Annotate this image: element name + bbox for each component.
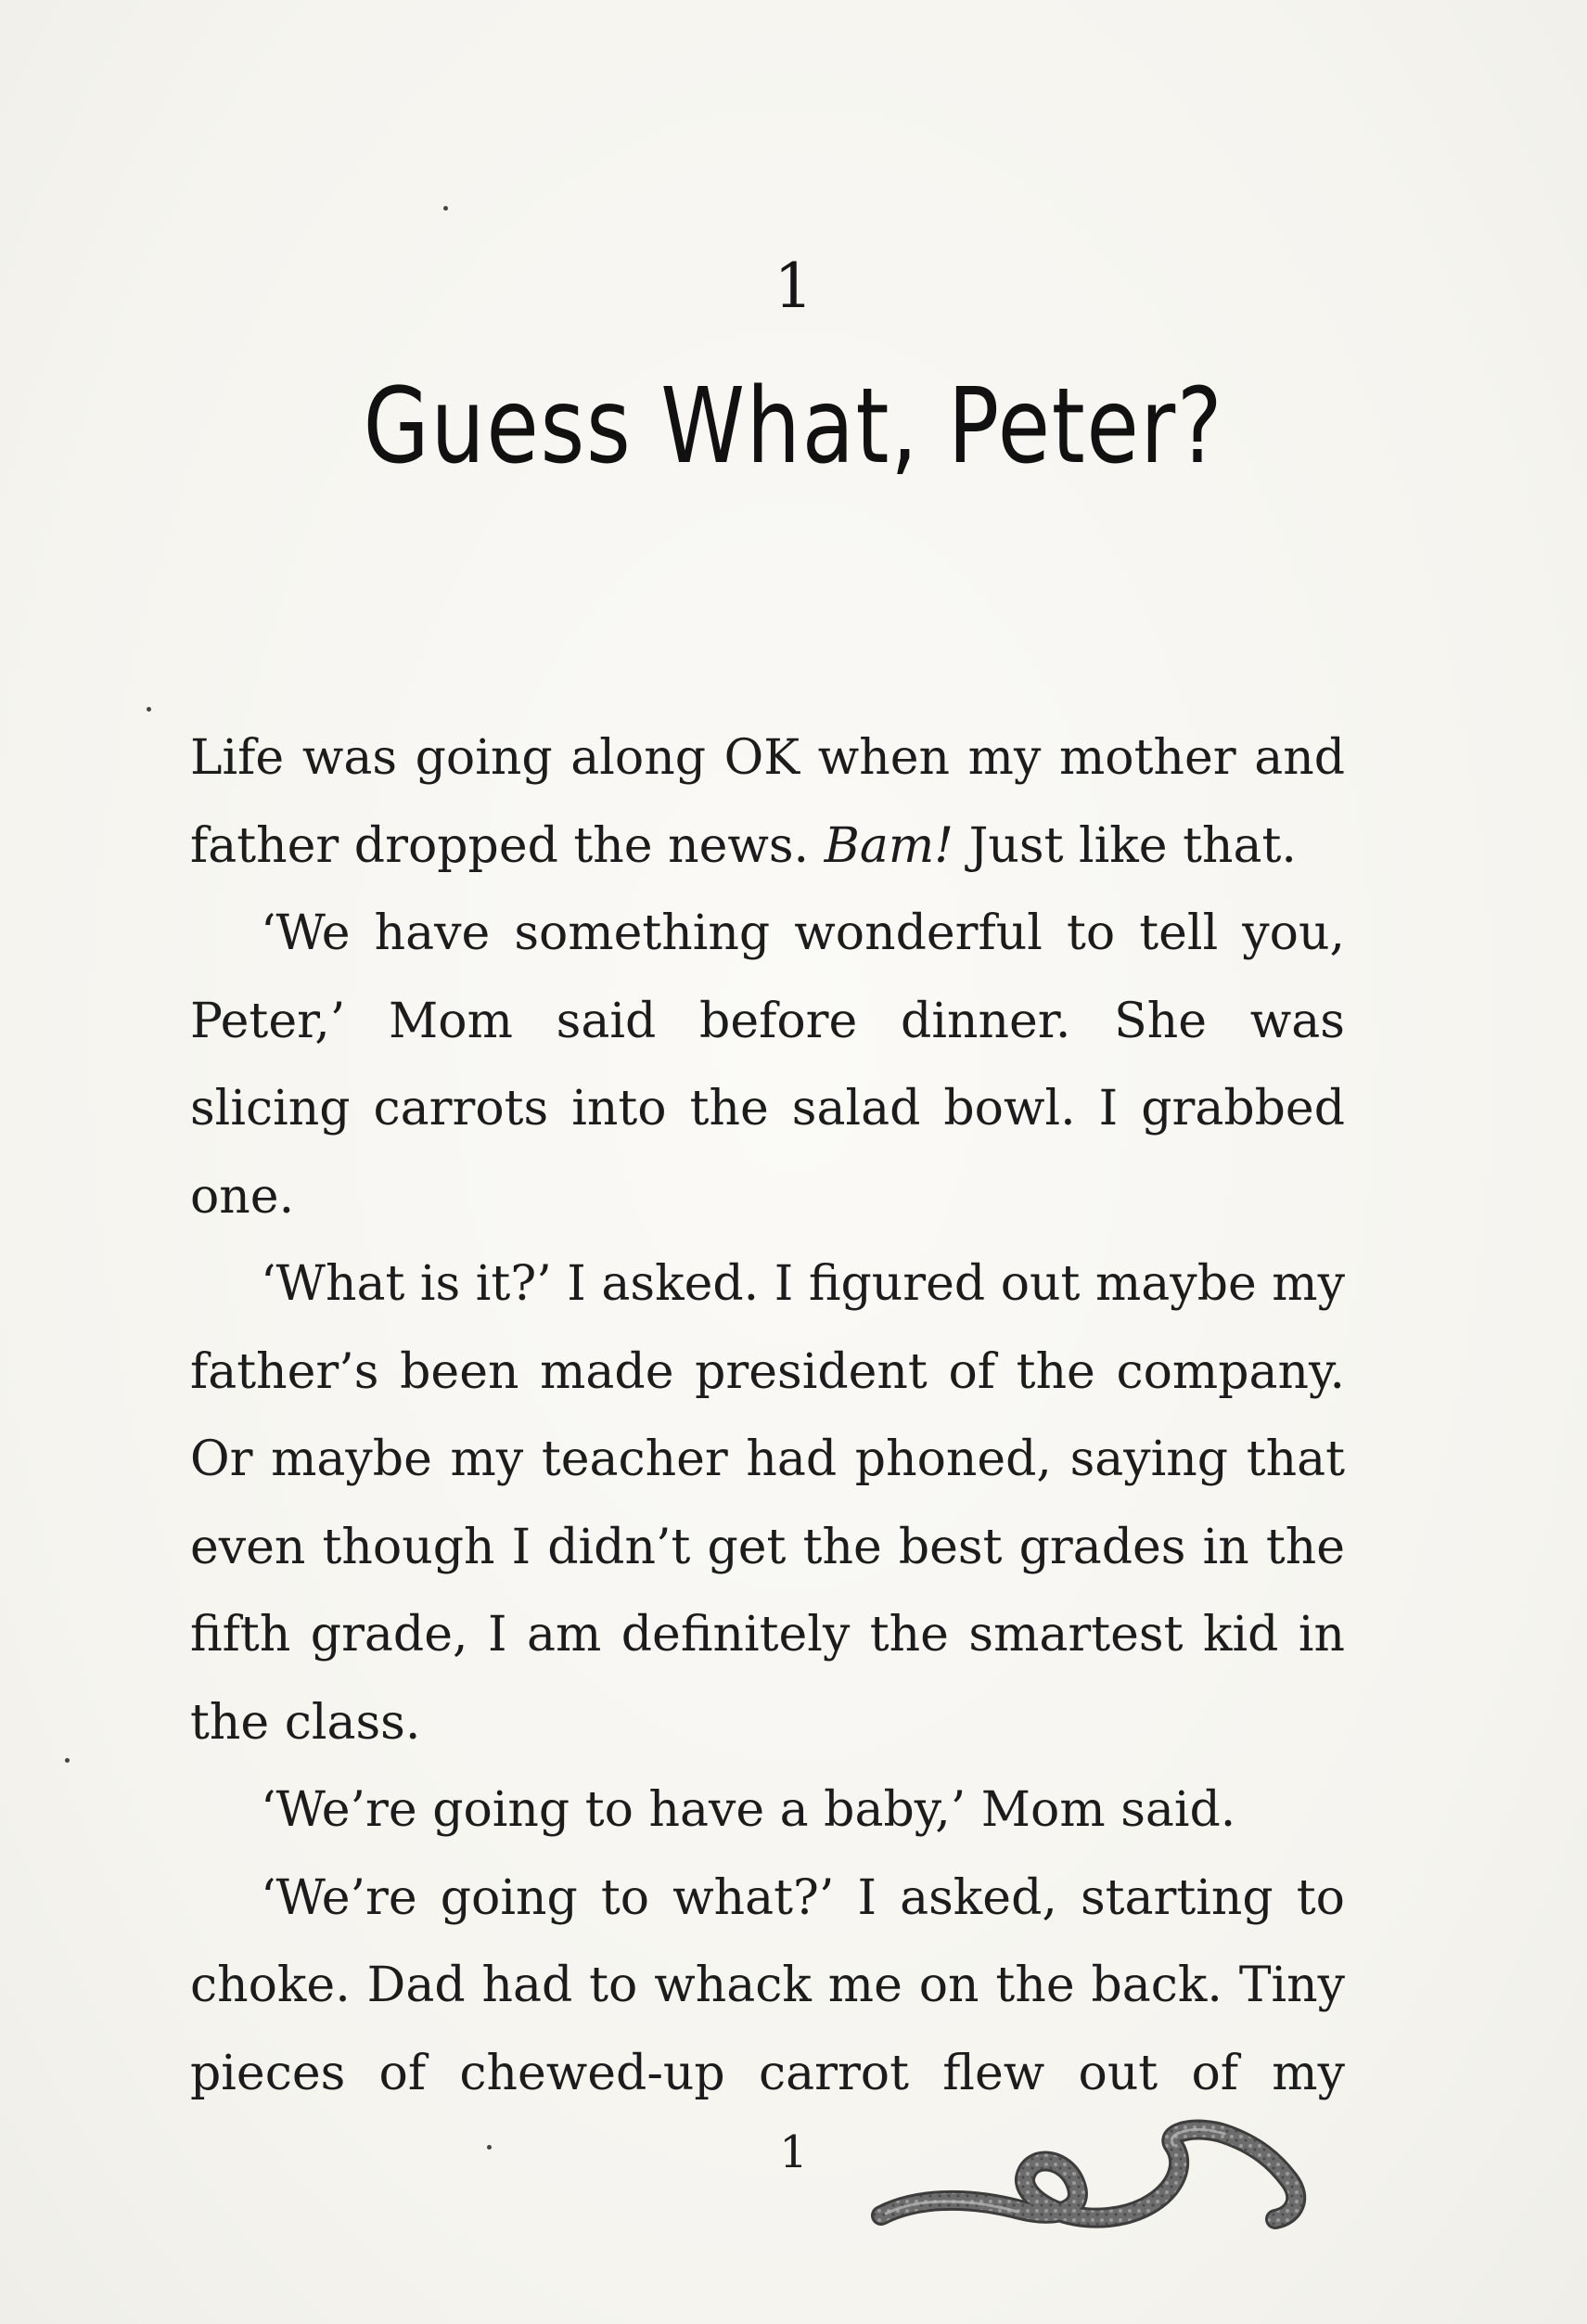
ink-speck <box>487 2145 492 2150</box>
page-number: 1 <box>779 2126 808 2178</box>
paragraph-text: Life was going along OK when my mother and father dropped the news. <box>190 730 1345 874</box>
chapter-number: 1 <box>774 250 813 322</box>
paragraph-text: ‘We have something wonderful to tell you, Peter,’ Mom said before dinner. She was slicing carrots into the salad bowl. I grabbed one. <box>190 905 1345 1225</box>
paragraph-text: ‘We’re going to have a baby,’ Mom said. <box>261 1782 1236 1838</box>
emphasis-text: Bam! <box>824 817 954 874</box>
chapter-title: Guess What, Peter? <box>363 366 1224 487</box>
paragraph <box>190 1240 1345 1766</box>
paragraph <box>190 1855 1345 2118</box>
ink-speck <box>65 1758 70 1763</box>
paragraph <box>190 1766 1345 1855</box>
chapter-body <box>190 714 1345 2117</box>
paragraph-text: ‘What is it?’ I asked. I figured out maybe my father’s been made president of the company. Or maybe my teacher had phoned, saying that even though I didn’t get the best grades in the fifth grade, I am definitely the smartest kid in the class. <box>190 1256 1345 1751</box>
ink-speck <box>443 206 448 211</box>
paragraph-text: ‘We’re going to what?’ I asked, starting to choke. Dad had to whack me on the back. Tiny pieces of chewed-up carrot flew out of my <box>190 1869 1345 2101</box>
paragraph-text: Just like that. <box>953 817 1297 874</box>
ink-speck <box>147 707 151 712</box>
paragraph <box>190 714 1345 890</box>
paragraph <box>190 890 1345 1240</box>
worm-icon <box>867 2106 1359 2245</box>
